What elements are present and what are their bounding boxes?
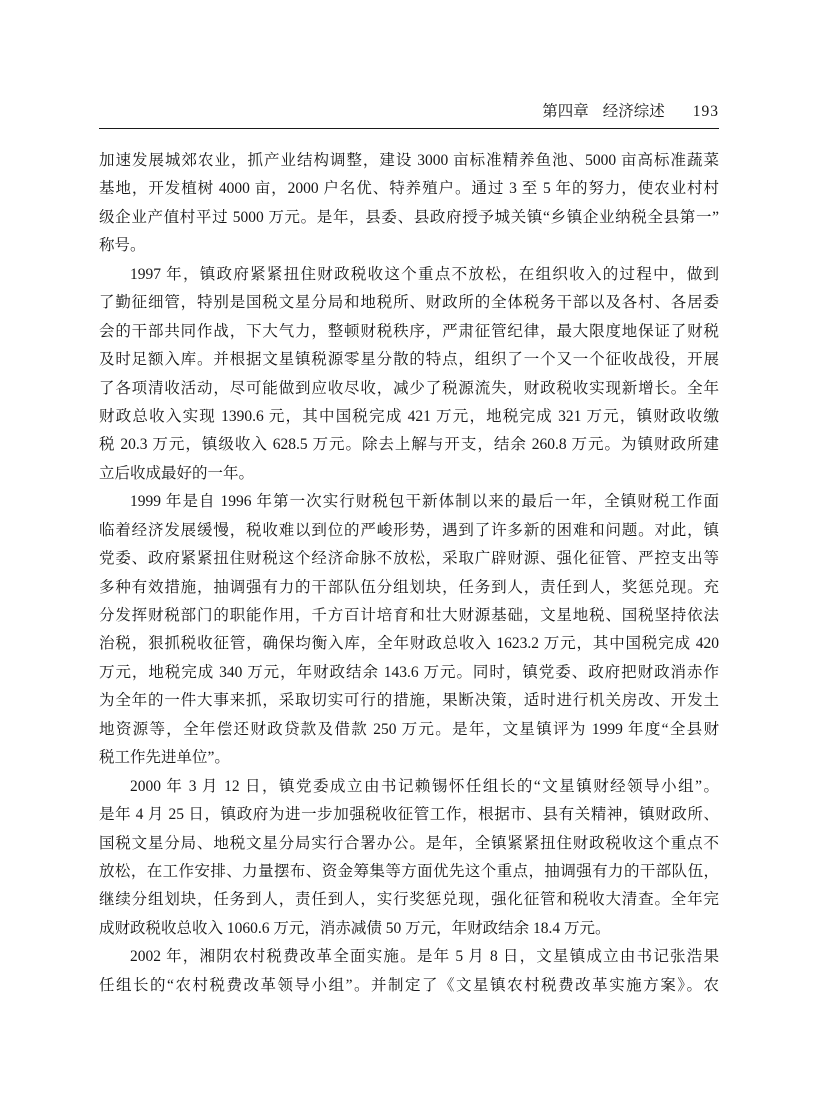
text-line: 税工作先进单位”。 bbox=[99, 749, 230, 767]
text-line: 会的干部共同作战，下大气力，整顿财税秩序，严肃征管纪律，最大限度地保证了财税 bbox=[99, 322, 719, 340]
chapter-title: 经济综述 bbox=[602, 103, 665, 120]
page-header bbox=[99, 101, 719, 123]
text-line: 了勤征细管，特别是国税文星分局和地税所、财政所的全体税务干部以及各村、各居委 bbox=[99, 294, 719, 312]
text-line: 万元，地税完成 340 万元，年财政结余 143.6 万元。同时，镇党委、政府把财政消赤作 bbox=[99, 663, 719, 681]
text-line: 立后收成最好的一年。 bbox=[99, 464, 255, 482]
text-line: 税 20.3 万元，镇级收入 628.5 万元。除去上解与开支，结余 260.8 万元。为镇财政所建 bbox=[99, 436, 719, 454]
text-line: 放松，在工作安排、力量摆布、资金筹集等方面优先这个重点，抽调强有力的干部队伍， bbox=[99, 862, 719, 880]
paragraph bbox=[99, 943, 719, 1000]
paragraph bbox=[99, 488, 719, 772]
text-line: 多种有效措施，抽调强有力的干部队伍分组划块，任务到人，责任到人，奖惩兑现。充 bbox=[99, 578, 719, 596]
paragraph bbox=[99, 773, 719, 944]
text-line: 分发挥财税部门的职能作用，千方百计培育和壮大财源基础，文星地税、国税坚持依法 bbox=[99, 607, 719, 624]
paragraph bbox=[99, 147, 719, 261]
page-number: 193 bbox=[692, 103, 719, 120]
text-line: 基地，开发植树 4000 亩，2000 户名优、特养殖户。通过 3 至 5 年的努力，使农业村村 bbox=[99, 180, 719, 198]
text-line: 继续分组划块，任务到人，责任到人，实行奖惩兑现，强化征管和税收大清查。全年完 bbox=[99, 891, 719, 909]
text-line: 是年 4 月 25 日，镇政府为进一步加强税收征管工作，根据市、县有关精神，镇财政所、 bbox=[99, 806, 719, 824]
text-line: 及时足额入库。并根据文星镇税源零星分散的特点，组织了一个又一个征收战役，开展 bbox=[99, 351, 719, 369]
text-line: 了各项清收活动，尽可能做到应收尽收，减少了税源流失，财政税收实现新增长。全年 bbox=[99, 379, 719, 397]
text-line: 级企业产值村平过 5000 万元。是年，县委、县政府授予城关镇“乡镇企业纳税全县第一” bbox=[99, 208, 719, 226]
text-line: 2000 年 3 月 12 日，镇党委成立由书记赖锡怀任组长的“文星镇财经领导小组”。 bbox=[130, 777, 719, 795]
text-line: 党委、政府紧紧扭住财税这个经济命脉不放松，采取广辟财源、强化征管、严控支出等 bbox=[99, 550, 719, 568]
chapter-label: 第四章 bbox=[542, 103, 589, 120]
text-line: 2002 年，湘阴农村税费改革全面实施。是年 5 月 8 日，文星镇成立由书记张浩果 bbox=[130, 948, 719, 966]
text-line: 地资源等，全年偿还财政贷款及借款 250 万元。是年，文星镇评为 1999 年度“全县财 bbox=[99, 720, 719, 738]
header-rule bbox=[99, 128, 719, 129]
text-line: 加速发展城郊农业，抓产业结构调整，建设 3000 亩标准精养鱼池、5000 亩高标准蔬菜 bbox=[99, 152, 719, 169]
text-line: 称号。 bbox=[99, 237, 146, 255]
document-body bbox=[99, 147, 719, 1000]
paragraph bbox=[99, 261, 719, 489]
text-line: 1999 年是自 1996 年第一次实行财税包干新体制以来的最后一年，全镇财税工作面 bbox=[130, 493, 719, 511]
text-line: 治税，狠抓税收征管，确保均衡入库，全年财政总收入 1623.2 万元，其中国税完成 420 bbox=[99, 635, 719, 653]
text-line: 国税文星分局、地税文星分局实行合署办公。是年，全镇紧紧扭住财政税收这个重点不 bbox=[99, 834, 719, 852]
text-line: 任组长的“农村税费改革领导小组”。并制定了《文星镇农村税费改革实施方案》。农 bbox=[99, 976, 719, 994]
text-line: 为全年的一件大事来抓，采取切实可行的措施，果断决策，适时进行机关房改、开发土 bbox=[99, 692, 719, 710]
text-line: 1997 年，镇政府紧紧扭住财政税收这个重点不放松，在组织收入的过程中，做到 bbox=[130, 265, 719, 283]
text-line: 财政总收入实现 1390.6 元，其中国税完成 421 万元，地税完成 321 万元，镇财政收缴 bbox=[99, 407, 719, 425]
text-line: 成财政税收总收入 1060.6 万元，消赤减债 50 万元，年财政结余 18.4 万元。 bbox=[99, 919, 611, 937]
text-line: 临着经济发展缓慢，税收难以到位的严峻形势，遇到了许多新的困难和问题。对此，镇 bbox=[99, 521, 719, 539]
